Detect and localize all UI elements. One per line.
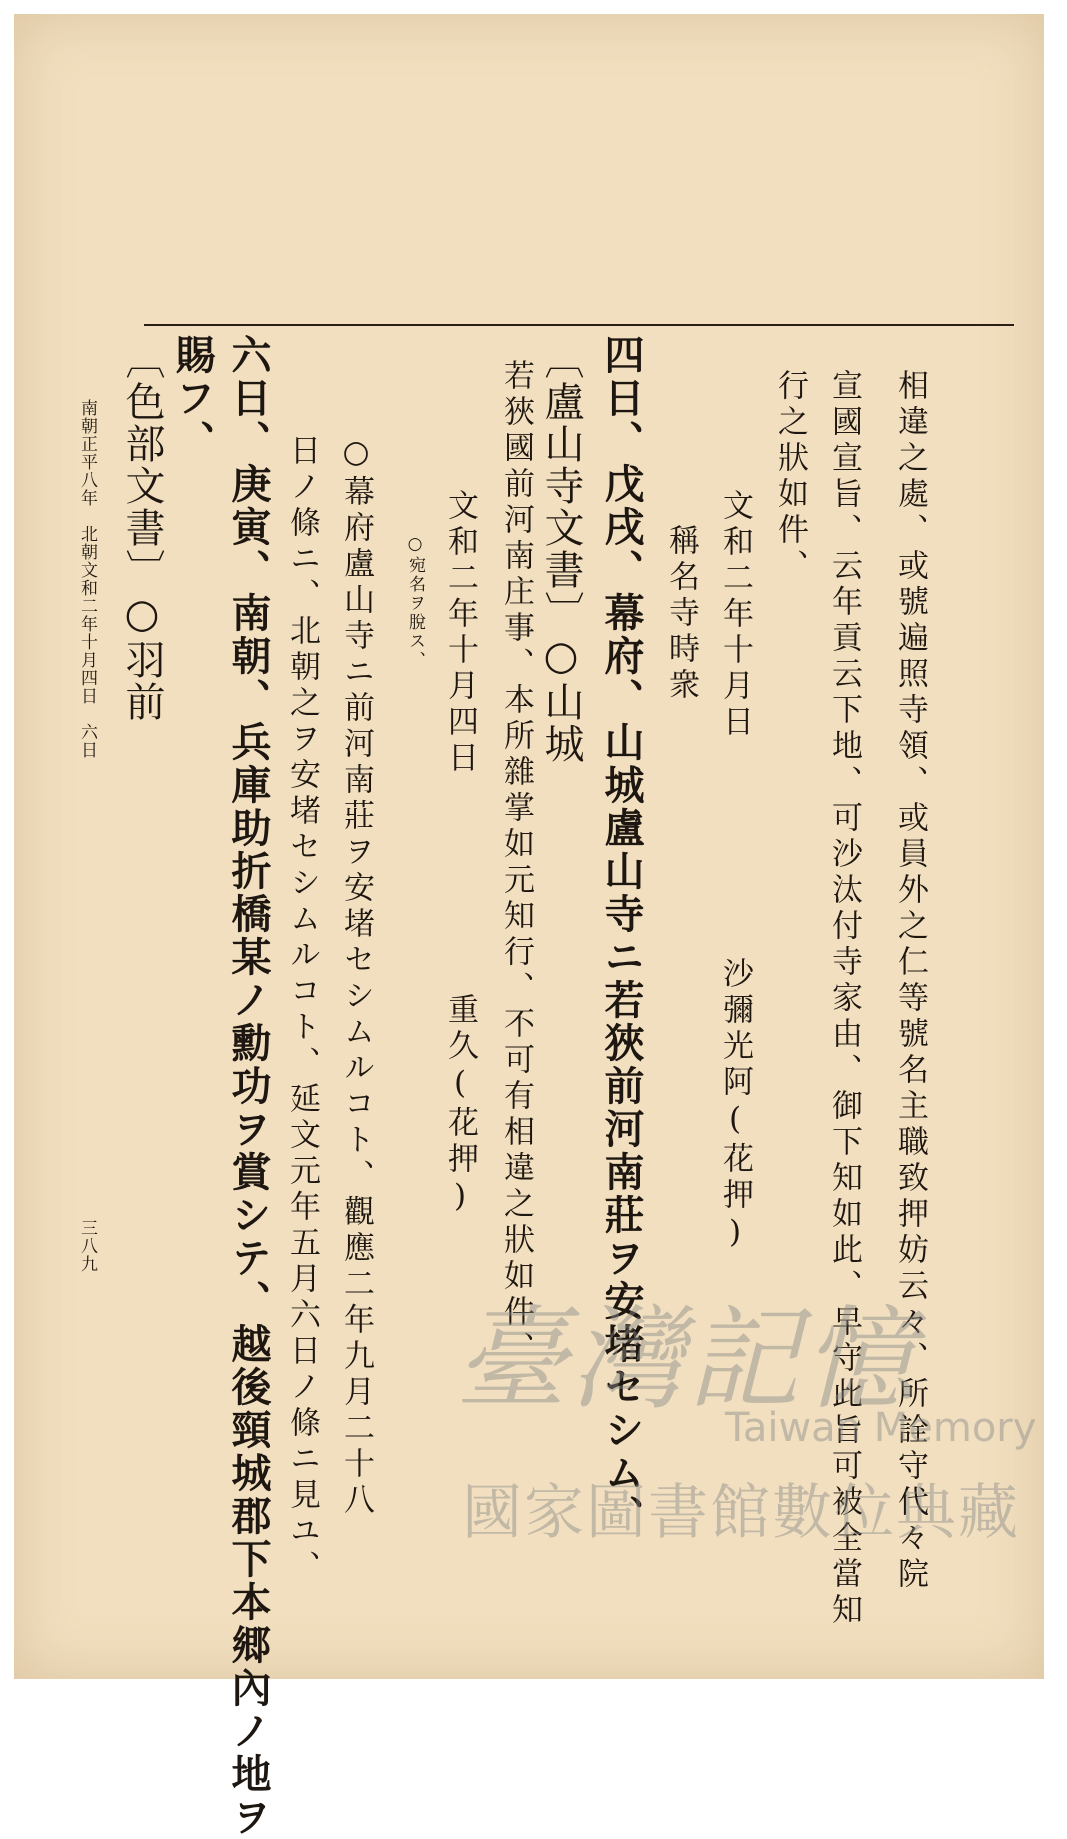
entry-heading-4th: 四日、戊戌、幕府、山城盧山寺ニ若狹前河南莊ヲ安堵セシム、 (598, 334, 645, 1538)
text-column-2: 宣國宣旨、云年貢云下地、可沙汰付寺家由、御下知如此、早守此旨可被全當知 (826, 369, 862, 1629)
editor-note-column-2: 日ノ條ニ、北朝之ヲ安堵セシムルコト、延文元年五月六日ノ條ニ見ユ、 (284, 434, 320, 1586)
watermark-chinese: 臺灣記憶 (455, 1295, 919, 1425)
editor-note-1: ○宛名ヲ脫ス、 (405, 534, 425, 670)
watermark-library: 國家圖書館數位典藏 (462, 1478, 1020, 1548)
text-column-1: 相違之處、或號遍照寺領、或員外之仁等號名主職致押妨云々、所詮守代々院 (892, 369, 928, 1593)
date-signature-column: 文和二年十月日 沙彌光阿(花押) (717, 489, 753, 1255)
page-number: 三八九 (77, 1219, 97, 1273)
entry-heading-6th-continued: 賜フ、 (169, 334, 216, 463)
source-title-irobe: 〔色部文書〕○羽前 (119, 339, 165, 723)
recipient-column: 稱名寺時衆 (663, 524, 699, 704)
entry-heading-6th: 六日、庚寅、南朝、兵庫助折橋某ノ勳功ヲ賞シテ、越後頸城郡下本郷內ノ地ヲ (225, 334, 272, 1839)
text-column-3: 行之狀如件、 (772, 369, 808, 585)
running-head: 南朝正平八年 北朝文和二年十月四日 六日 (77, 399, 97, 759)
text-column-8: 若狹國前河南庄事、本所雜掌如元知行、不可有相違之狀如件、 (498, 359, 534, 1367)
date-signature-column-2: 文和二年十月四日 重久(花押) (442, 489, 478, 1219)
editor-note-column-1: ○幕府盧山寺ニ前河南莊ヲ安堵セシムルコト、觀應二年九月二十八 (338, 434, 374, 1519)
horizontal-rule (144, 324, 1014, 326)
watermark-english: Taiwan Memory (725, 1405, 1037, 1451)
source-title-rozanji: 〔盧山寺文書〕○山城 (538, 339, 584, 765)
